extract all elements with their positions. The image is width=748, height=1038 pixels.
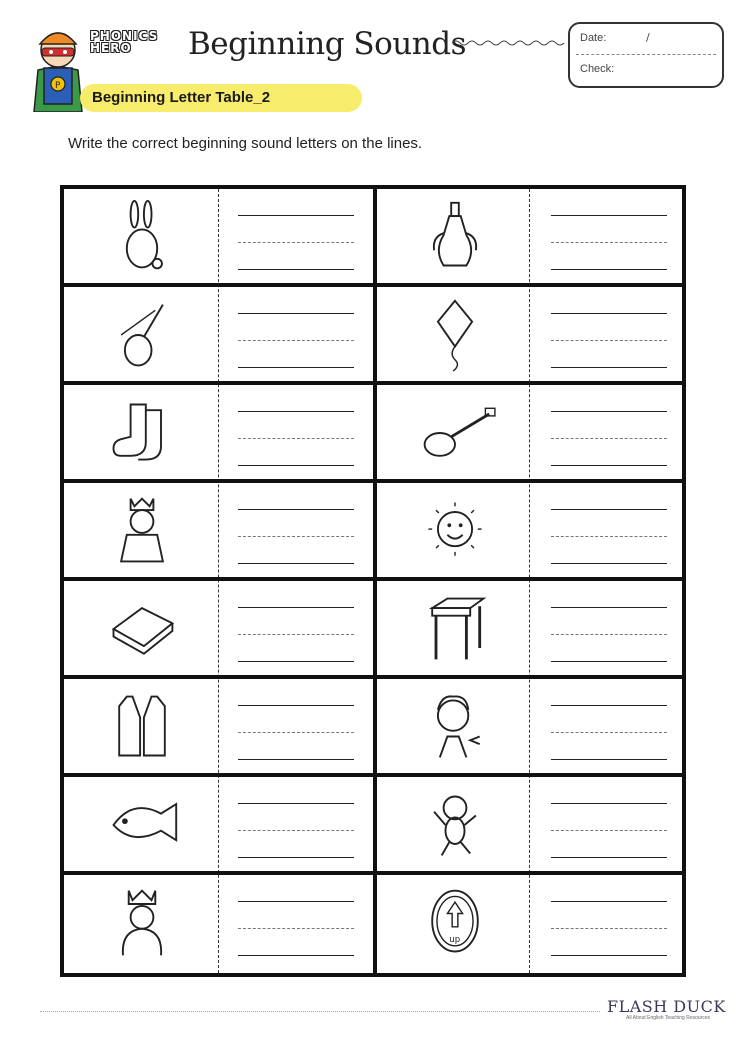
base-writing-line	[551, 661, 667, 662]
worksheet-cell	[64, 777, 369, 871]
top-writing-line	[551, 509, 667, 510]
base-writing-line	[551, 269, 667, 270]
worksheet-cell	[64, 189, 369, 283]
worksheet-cell	[64, 581, 369, 675]
mid-dashed-line	[551, 634, 667, 635]
top-writing-line	[551, 313, 667, 314]
base-writing-line	[551, 367, 667, 368]
worksheet-cell	[377, 483, 682, 577]
top-writing-line	[238, 803, 354, 804]
base-writing-line	[238, 955, 354, 956]
handwriting-answer-lines[interactable]	[551, 509, 667, 564]
handwriting-answer-lines[interactable]	[551, 705, 667, 760]
mid-dashed-line	[551, 340, 667, 341]
mid-dashed-line	[551, 830, 667, 831]
worksheet-cell	[64, 679, 369, 773]
guitar-icon	[405, 395, 505, 471]
handwriting-answer-lines[interactable]	[238, 705, 354, 760]
flashduck-logo: FLASH DUCK	[607, 997, 726, 1016]
worksheet-cell	[64, 875, 369, 969]
mid-dashed-line	[238, 438, 354, 439]
sun-icon	[405, 493, 505, 569]
worksheet-title: Beginning Sounds	[188, 26, 466, 62]
table-icon	[405, 591, 505, 667]
subtitle-banner	[80, 84, 362, 112]
monkey-icon	[405, 787, 505, 863]
mid-dashed-line	[551, 242, 667, 243]
mid-dashed-line	[238, 634, 354, 635]
worksheet-cell	[377, 287, 682, 381]
worksheet-cell	[377, 385, 682, 479]
handwriting-answer-lines[interactable]	[238, 313, 354, 368]
base-writing-line	[238, 367, 354, 368]
worksheet-cell	[64, 385, 369, 479]
date-separator: /	[646, 31, 650, 44]
handwriting-answer-lines[interactable]	[238, 607, 354, 662]
subtitle: Beginning Letter Table_2	[92, 89, 271, 106]
mid-dashed-line	[238, 536, 354, 537]
mid-dashed-line	[238, 242, 354, 243]
mid-dashed-line	[551, 928, 667, 929]
top-writing-line	[238, 509, 354, 510]
top-writing-line	[551, 705, 667, 706]
top-writing-line	[551, 411, 667, 412]
violin-icon	[92, 297, 192, 373]
up-sign-icon	[405, 885, 505, 961]
base-writing-line	[551, 857, 667, 858]
worksheet-cell	[64, 483, 369, 577]
handwriting-answer-lines[interactable]	[238, 901, 354, 956]
top-writing-line	[238, 901, 354, 902]
queen-icon	[92, 493, 192, 569]
wavy-decoration	[452, 38, 568, 48]
worksheet-cell	[377, 875, 682, 969]
handwriting-answer-lines[interactable]	[238, 215, 354, 270]
worksheet-cell	[64, 287, 369, 381]
handwriting-answer-lines[interactable]	[551, 607, 667, 662]
worksheet-cell	[377, 581, 682, 675]
phonics-hero-mascot-icon	[28, 22, 88, 112]
worksheet-cell	[377, 189, 682, 283]
instructions: Write the correct beginning sound letters on the lines.	[68, 135, 423, 152]
flashduck-tagline: All About English Teaching Resources	[626, 1015, 711, 1021]
footer-dotted-rule	[40, 1011, 600, 1012]
base-writing-line	[238, 857, 354, 858]
mid-dashed-line	[551, 536, 667, 537]
top-writing-line	[551, 803, 667, 804]
handwriting-answer-lines[interactable]	[551, 901, 667, 956]
book-icon	[92, 591, 192, 667]
handwriting-answer-lines[interactable]	[238, 803, 354, 858]
base-writing-line	[238, 563, 354, 564]
boy-icon	[405, 689, 505, 765]
top-writing-line	[551, 215, 667, 216]
base-writing-line	[551, 563, 667, 564]
king-icon	[92, 885, 192, 961]
handwriting-answer-lines[interactable]	[238, 411, 354, 466]
top-writing-line	[551, 607, 667, 608]
base-writing-line	[238, 465, 354, 466]
vest-icon	[92, 689, 192, 765]
handwriting-answer-lines[interactable]	[551, 215, 667, 270]
worksheet-cell	[377, 679, 682, 773]
handwriting-answer-lines[interactable]	[551, 803, 667, 858]
mid-dashed-line	[238, 928, 354, 929]
base-writing-line	[551, 759, 667, 760]
worksheet-grid	[60, 185, 686, 977]
base-writing-line	[551, 465, 667, 466]
base-writing-line	[238, 269, 354, 270]
handwriting-answer-lines[interactable]	[551, 411, 667, 466]
mid-dashed-line	[238, 830, 354, 831]
rabbit-icon	[92, 199, 192, 275]
mid-dashed-line	[238, 732, 354, 733]
top-writing-line	[238, 411, 354, 412]
kite-icon	[405, 297, 505, 373]
svg-text:up: up	[449, 935, 461, 945]
handwriting-answer-lines[interactable]	[238, 509, 354, 564]
mid-dashed-line	[238, 340, 354, 341]
base-writing-line	[238, 759, 354, 760]
top-writing-line	[238, 705, 354, 706]
top-writing-line	[238, 607, 354, 608]
top-writing-line	[238, 313, 354, 314]
brand-logo: PHONICS HERO	[90, 29, 159, 55]
date-check-box	[568, 22, 724, 88]
vase-icon	[405, 199, 505, 275]
svg-text:P: P	[55, 81, 61, 91]
top-writing-line	[551, 901, 667, 902]
mid-dashed-line	[551, 438, 667, 439]
check-label: Check:	[580, 63, 615, 75]
top-writing-line	[238, 215, 354, 216]
date-divider	[576, 54, 716, 55]
worksheet-cell	[377, 777, 682, 871]
socks-icon	[92, 395, 192, 471]
mid-dashed-line	[551, 732, 667, 733]
base-writing-line	[551, 955, 667, 956]
base-writing-line	[238, 661, 354, 662]
handwriting-answer-lines[interactable]	[551, 313, 667, 368]
date-label: Date:	[580, 32, 607, 44]
fish-icon	[92, 787, 192, 863]
